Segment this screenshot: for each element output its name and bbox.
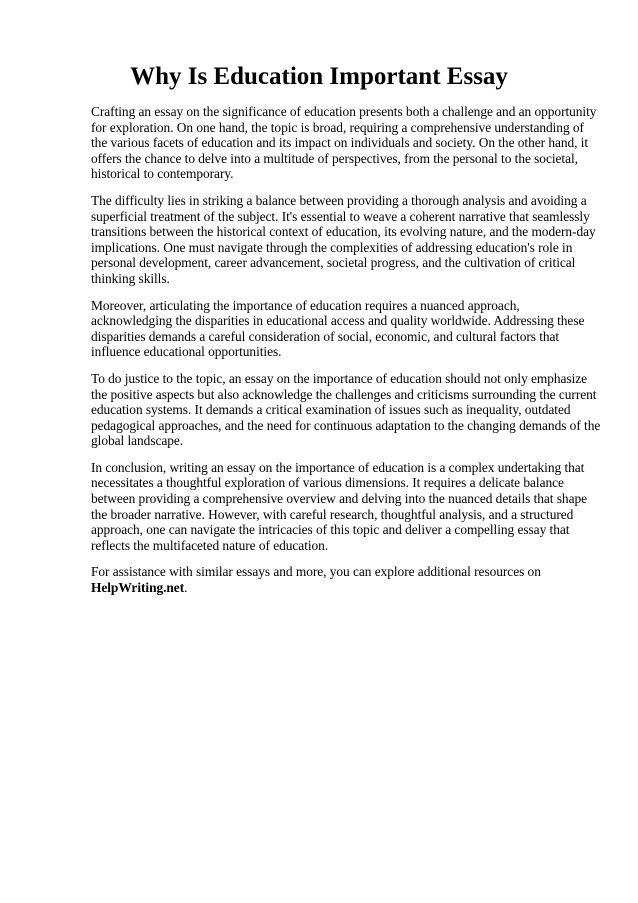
closing-period: . <box>184 580 188 596</box>
page-title: Why Is Education Important Essay <box>130 63 508 90</box>
paragraph-2: The difficulty lies in striking a balance between providing a thorough analysis and avoiding a superficial treatment of the subject. It's essential to weave a coherent narrative that seamlessly transitions between the historical context of education, its evolving nature, and the modern-day implications. One must navigate through the complexities of addressing education's role in personal development, career advancement, societal progress, and the cultivation of critical thinking skills. <box>91 192 596 286</box>
paragraph-5: In conclusion, writing an essay on the importance of education is a complex undertaking that necessitates a thoughtful exploration of various dimensions. It requires a delicate balance between providing a comprehensive overview and delving into the nuanced details that shape the broader narrative. However, with careful research, thoughtful analysis, and a structured approach, one can navigate the intricacies of this topic and deliver a compelling essay that reflects the multifaceted nature of education. <box>91 459 588 553</box>
helpwriting-link[interactable]: HelpWriting.net <box>91 580 185 596</box>
paragraph-1: Crafting an essay on the significance of education presents both a challenge and an opportunity for exploration. On one hand, the topic is broad, requiring a comprehensive understanding of the various facets of education and its impact on individuals and society. On the other hand, it offers the chance to delve into a multitude of perspectives, from the personal to the societal, historical to contemporary. <box>91 104 597 182</box>
closing-paragraph <box>91 564 601 595</box>
essay-body <box>91 104 601 607</box>
closing-text: For assistance with similar essays and more, you can explore additional resources on <box>91 564 541 580</box>
paragraph-3: Moreover, articulating the importance of education requires a nuanced approach, acknowledging the disparities in educational access and quality worldwide. Addressing these disparities demands a careful consideration of social, economic, and cultural factors that influence educational opportunities. <box>91 297 585 360</box>
paragraph-4: To do justice to the topic, an essay on the importance of education should not only emphasize the positive aspects but also acknowledge the challenges and criticisms surrounding the current education systems. It demands a critical examination of issues such as inequality, outdated pedagogical approaches, and the need for continuous adaptation to the changing demands of the global landscape. <box>91 370 601 449</box>
